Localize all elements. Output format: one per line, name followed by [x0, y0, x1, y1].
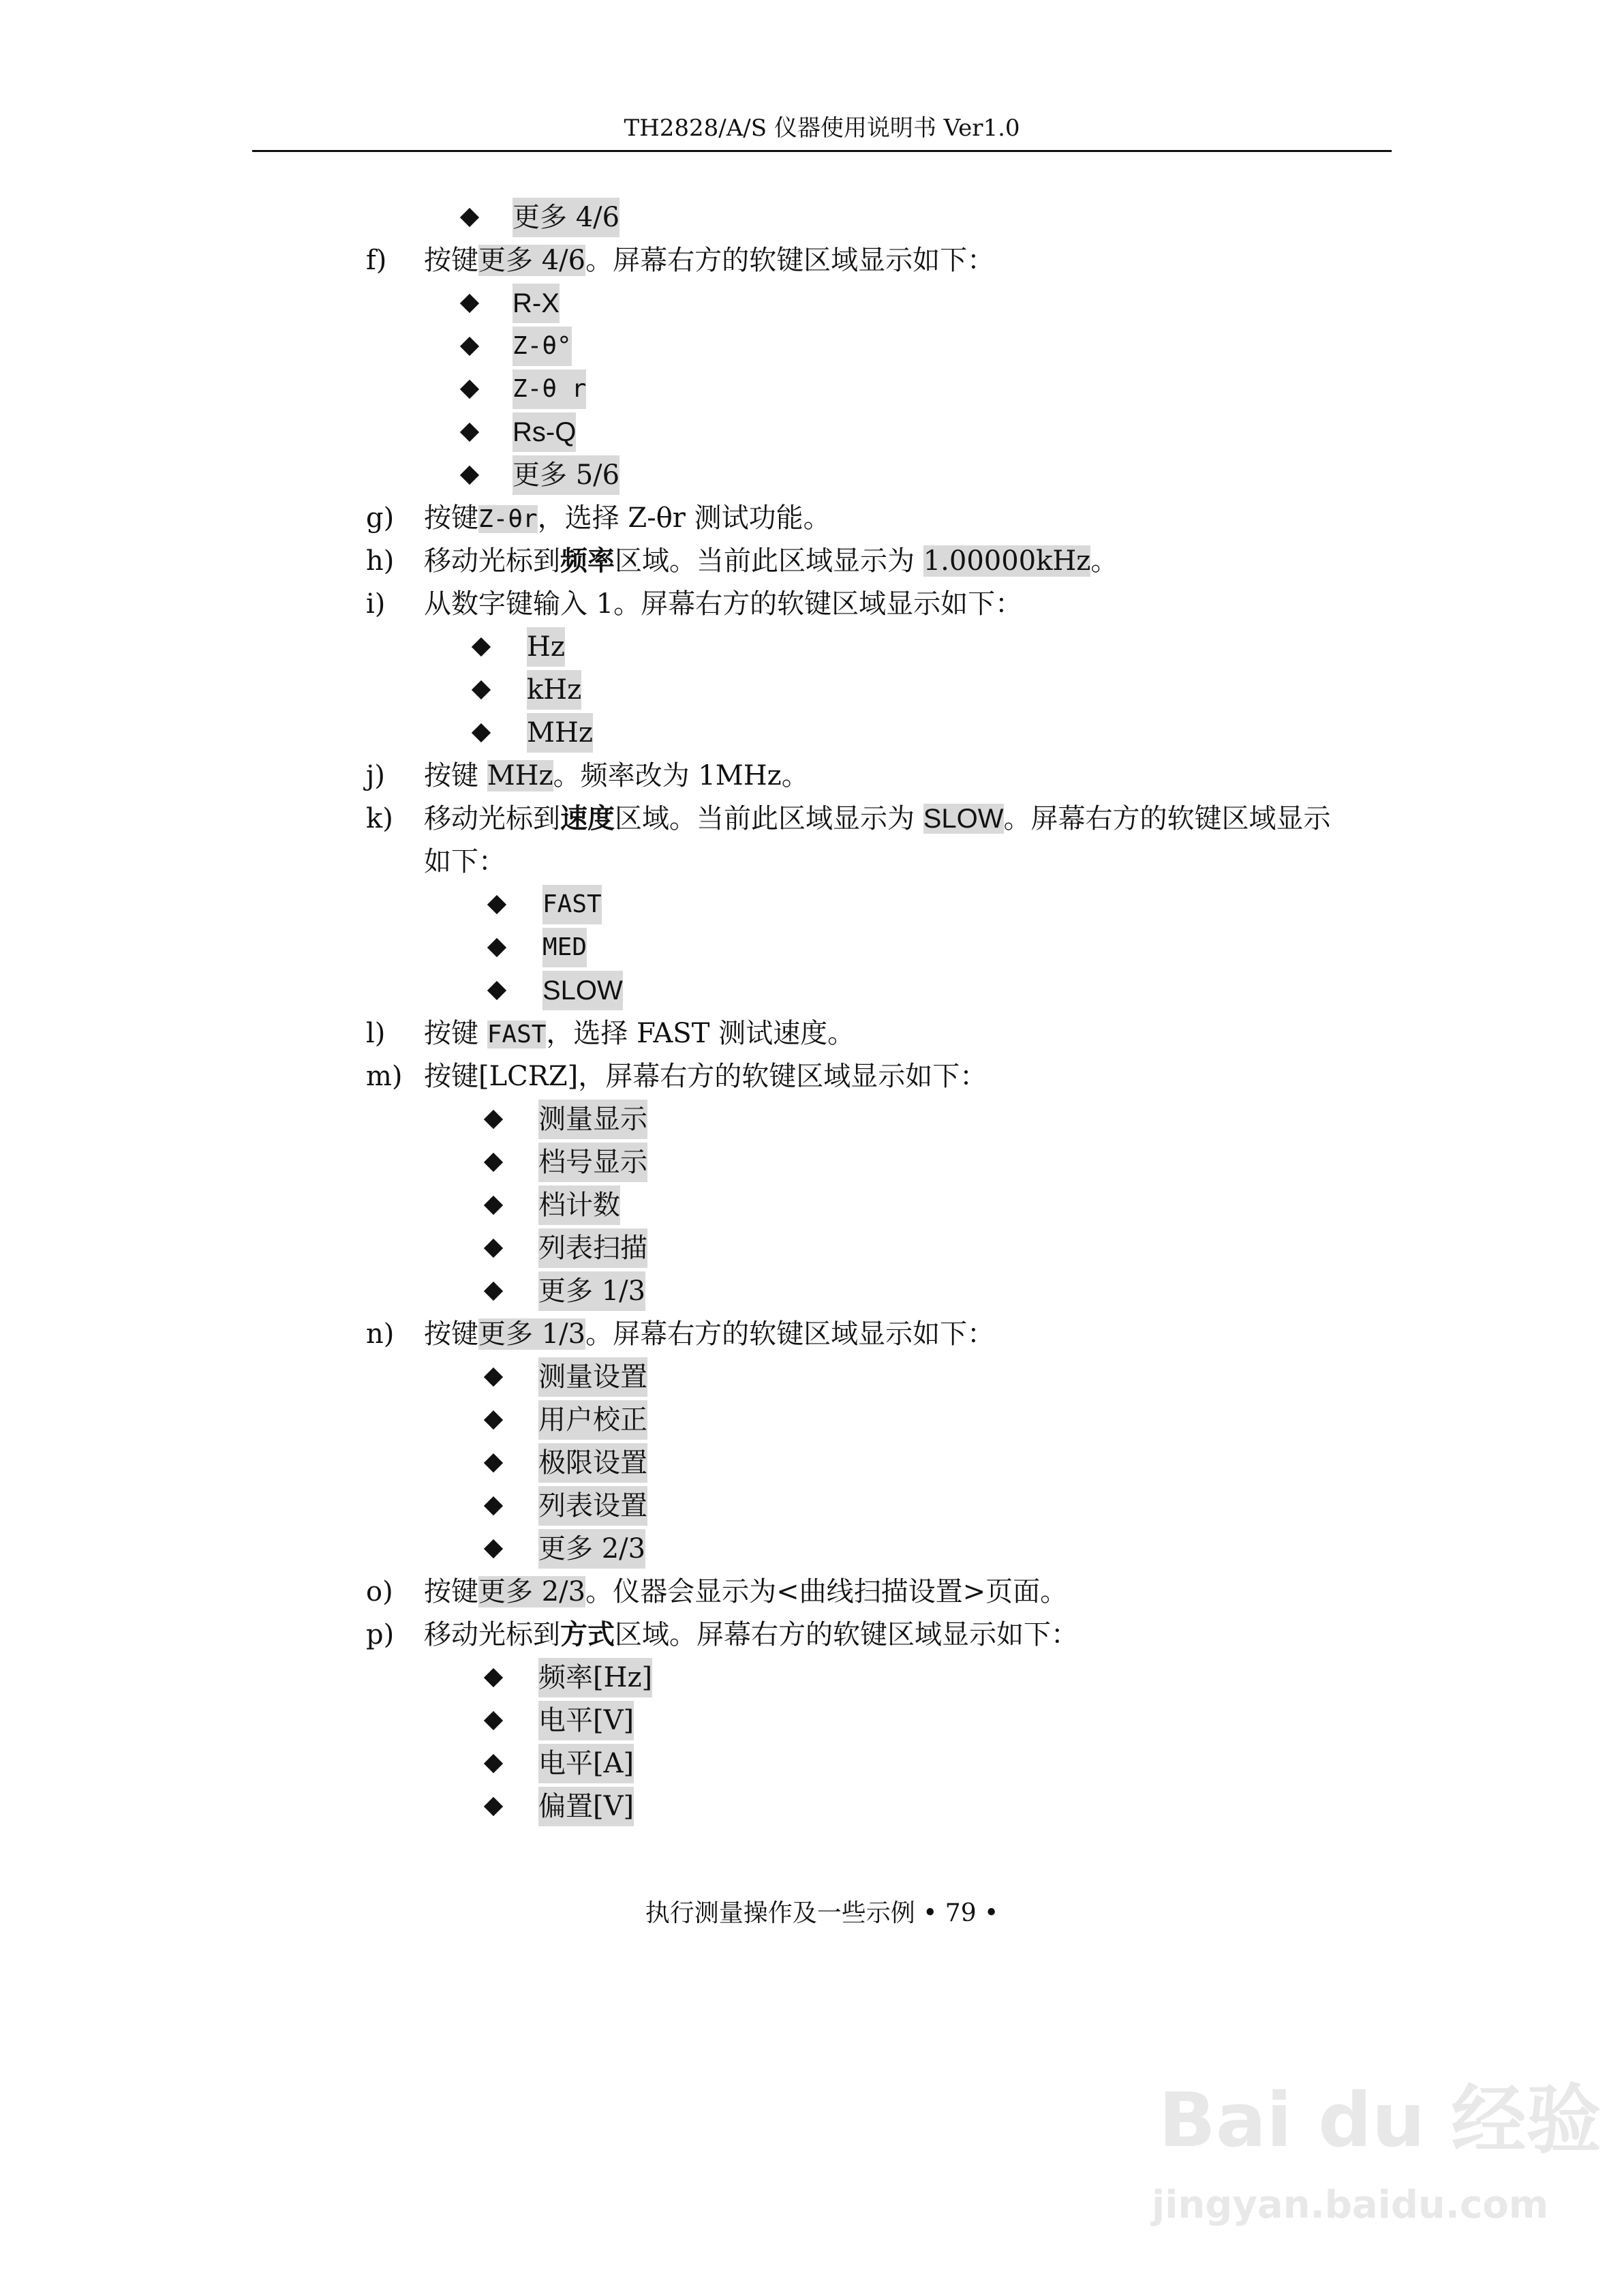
bullet-diamond-icon	[487, 938, 506, 957]
softkey-label: 用户校正	[538, 1400, 647, 1440]
bullet-diamond-icon	[460, 466, 479, 485]
bullet-diamond-icon	[484, 1668, 503, 1687]
softkey-label: 列表扫描	[538, 1228, 647, 1268]
step-n	[0, 1314, 1622, 1354]
step-text: 按键 FAST，选择 FAST 测试速度。	[424, 1018, 855, 1049]
softkey-ref: 更多 2/3	[478, 1576, 586, 1607]
step-h	[0, 541, 1622, 581]
step-k	[0, 799, 1622, 839]
softkey-label: R-X	[512, 284, 560, 323]
softkey-label: kHz	[527, 670, 581, 710]
softkey-label: SLOW	[542, 971, 623, 1010]
softkey-ref: Z-θr	[478, 505, 538, 533]
softkey-label: MED	[542, 928, 587, 967]
step-label: o)	[366, 1576, 393, 1607]
list-item	[0, 1143, 1622, 1182]
bullet-diamond-icon	[484, 1539, 503, 1558]
bullet-diamond-icon	[484, 1410, 503, 1430]
step-g	[0, 498, 1622, 538]
step-m	[0, 1057, 1622, 1096]
field-value: SLOW	[923, 804, 1004, 834]
bullet-diamond-icon	[460, 337, 479, 356]
step-text: 按键更多 2/3。仪器会显示为<曲线扫描设置>页面。	[424, 1576, 1068, 1607]
bullet-diamond-icon	[484, 1282, 503, 1301]
step-label: j)	[366, 760, 386, 791]
softkey-ref: FAST	[487, 1021, 547, 1048]
bullet-diamond-icon	[487, 981, 506, 1000]
bullet-diamond-icon	[484, 1754, 503, 1773]
step-o	[0, 1572, 1622, 1612]
softkey-label: 电平[V]	[538, 1701, 634, 1740]
bullet-diamond-icon	[484, 1196, 503, 1215]
list-item	[0, 455, 1622, 495]
list-item	[0, 885, 1622, 924]
watermark-url: jingyan.baidu.com	[1152, 2183, 1549, 2227]
list-item	[0, 1658, 1622, 1697]
page-header: TH2828/A/S 仪器使用说明书 Ver1.0	[624, 115, 1020, 142]
field-name: 频率	[560, 546, 615, 576]
field-value: 1.00000kHz	[923, 545, 1091, 577]
list-item	[0, 713, 1622, 753]
list-item	[0, 1185, 1622, 1225]
field-name: 速度	[560, 804, 615, 834]
softkey-label: 档号显示	[538, 1143, 647, 1182]
softkey-ref: MHz	[487, 760, 553, 791]
softkey-label: Z-θ°	[512, 327, 572, 366]
list-item	[0, 369, 1622, 409]
softkey-label: MHz	[527, 713, 593, 753]
watermark-logo: Bai du 经验	[1159, 2076, 1602, 2164]
bullet-diamond-icon	[484, 1110, 503, 1129]
step-p	[0, 1615, 1622, 1655]
softkey-ref: 更多 4/6	[478, 245, 586, 276]
step-text: 移动光标到方式区域。屏幕右方的软键区域显示如下：	[424, 1619, 1078, 1650]
bullet-diamond-icon	[460, 208, 479, 227]
list-item	[0, 670, 1622, 710]
bullet-diamond-icon	[484, 1797, 503, 1816]
bullet-diamond-icon	[484, 1453, 503, 1472]
step-text: 如下：	[424, 846, 506, 877]
step-text: 按键Z-θr，选择 Z-θr 测试功能。	[424, 502, 831, 534]
softkey-label: 频率[Hz]	[538, 1658, 652, 1697]
softkey-label: Z-θ r	[512, 369, 586, 409]
bullet-diamond-icon	[484, 1496, 503, 1515]
step-text: 按键更多 4/6。屏幕右方的软键区域显示如下：	[424, 245, 995, 276]
bullet-diamond-icon	[484, 1239, 503, 1258]
page-footer: 执行测量操作及一些示例 • 79 •	[645, 1899, 999, 1927]
softkey-label: 更多 2/3	[538, 1529, 645, 1569]
bullet-diamond-icon	[472, 680, 491, 699]
list-item	[0, 1400, 1622, 1440]
step-f	[0, 241, 1622, 280]
list-item	[0, 1486, 1622, 1526]
step-label: i)	[366, 588, 386, 620]
step-text: 从数字键输入 1。屏幕右方的软键区域显示如下：	[424, 588, 1023, 620]
list-item	[0, 1357, 1622, 1397]
softkey-label: 偏置[V]	[538, 1787, 634, 1826]
step-label: k)	[366, 803, 393, 834]
step-label: m)	[366, 1061, 403, 1092]
softkey-ref: 更多 1/3	[478, 1318, 586, 1350]
softkey-label: 电平[A]	[538, 1744, 634, 1783]
softkey-label: 更多 5/6	[512, 455, 619, 495]
softkey-label: 测量设置	[538, 1357, 647, 1397]
softkey-label: 更多 1/3	[538, 1271, 645, 1311]
list-item	[0, 1529, 1622, 1569]
step-text: 按键[LCRZ]，屏幕右方的软键区域显示如下：	[424, 1061, 988, 1092]
list-item	[0, 1744, 1622, 1783]
bullet-diamond-icon	[484, 1153, 503, 1172]
list-item	[0, 1701, 1622, 1740]
bullet-diamond-icon	[484, 1368, 503, 1387]
list-item	[0, 1443, 1622, 1483]
step-i	[0, 584, 1622, 624]
list-item	[0, 627, 1622, 667]
list-item	[0, 928, 1622, 967]
bullet-diamond-icon	[487, 895, 506, 914]
softkey-label: Hz	[527, 627, 565, 667]
field-name: 方式	[560, 1620, 615, 1650]
bullet-diamond-icon	[484, 1711, 503, 1730]
bullet-diamond-icon	[460, 294, 479, 313]
list-item	[0, 971, 1622, 1010]
step-label: g)	[366, 502, 395, 534]
list-item	[0, 1271, 1622, 1311]
step-label: p)	[366, 1619, 395, 1650]
step-k-continued	[0, 842, 1622, 881]
list-item	[0, 1228, 1622, 1268]
softkey-label: 测量显示	[538, 1100, 647, 1139]
step-text: 移动光标到速度区域。当前此区域显示为 SLOW。屏幕右方的软键区域显示	[424, 803, 1331, 834]
bullet-diamond-icon	[460, 380, 479, 399]
step-text: 按键 MHz。频率改为 1MHz。	[424, 760, 809, 791]
softkey-label: Rs-Q	[512, 412, 576, 452]
step-l	[0, 1014, 1622, 1053]
bullet-diamond-icon	[472, 723, 491, 742]
step-text: 移动光标到频率区域。当前此区域显示为 1.00000kHz。	[424, 545, 1118, 577]
softkey-label: 极限设置	[538, 1443, 647, 1483]
list-item	[0, 1100, 1622, 1139]
step-label: n)	[366, 1318, 395, 1350]
softkey-label: 档计数	[538, 1185, 620, 1225]
softkey-label: 更多 4/6	[512, 198, 619, 237]
list-item	[0, 1787, 1622, 1826]
step-text: 按键更多 1/3。屏幕右方的软键区域显示如下：	[424, 1318, 995, 1350]
bullet-diamond-icon	[472, 637, 491, 656]
step-label: f)	[366, 245, 387, 276]
list-item	[0, 412, 1622, 452]
step-label: h)	[366, 545, 395, 577]
softkey-label: 列表设置	[538, 1486, 647, 1526]
list-item	[0, 327, 1622, 366]
header-rule	[252, 150, 1392, 152]
list-item	[0, 198, 1622, 237]
step-label: l)	[366, 1018, 386, 1049]
bullet-diamond-icon	[460, 423, 479, 442]
step-j	[0, 756, 1622, 796]
list-item	[0, 284, 1622, 323]
softkey-label: FAST	[542, 885, 602, 924]
